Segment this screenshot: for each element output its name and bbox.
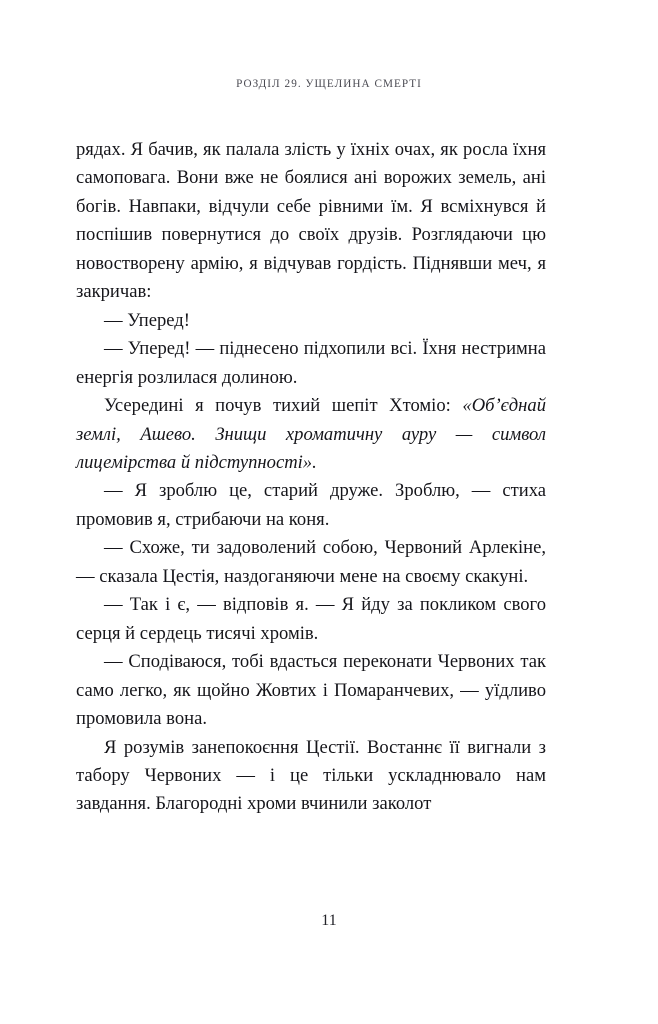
paragraph: рядах. Я бачив, як палала злість у їхніх очах, як росла їхня самоповага. Вони вже не боялися ані ворожих земель, ані богів. Навпаки, відчули себе рівними їм. Я всміхнувся й поспішив повернутися до своїх друзів. Розглядаючи цю новостворену армію, я відчував гордість. Піднявши меч, я закричав: <box>76 139 546 303</box>
paragraph: — Уперед! <box>104 309 190 331</box>
paragraph: — Я зроблю це, старий друже. Зроблю, — стиха промовив я, стрибаючи на коня. <box>76 480 546 530</box>
body-text-block <box>76 136 546 819</box>
paragraph: — Уперед! — піднесено підхопили всі. Їхня нестримна енергія розлилася долиною. <box>76 338 546 388</box>
paragraph-italic-quote: «Об’єднай землі, Ашево. Знищи хроматичну ауру — символ лицемірства й підступності». <box>76 395 546 473</box>
paragraph: — Так і є, — відповів я. — Я йду за покликом свого серця й сердець тисячі хромів. <box>76 594 546 644</box>
paragraph <box>76 392 546 477</box>
page-number: 11 <box>321 912 337 929</box>
paragraph: Я розумів занепокоєння Цестії. Востаннє її вигнали з табору Червоних — і це тільки ускладнювало нам завдання. Благородні хроми вчинили заколот <box>76 736 546 815</box>
paragraph: — Схоже, ти задоволений собою, Червоний Арлекіне, — сказала Цестія, наздоганяючи мене на своєму скакуні. <box>76 537 546 587</box>
paragraph: — Сподіваюся, тобі вдасться переконати Червоних так само легко, як щойно Жовтих і Помаранчевих, — уїдливо промовила вона. <box>76 651 546 730</box>
running-head: РОЗДІЛ 29. УЩЕЛИНА СМЕРТІ <box>236 78 422 90</box>
paragraph-lead-text: Усередині я почув тихий шепіт Хтоміо: <box>104 395 463 417</box>
